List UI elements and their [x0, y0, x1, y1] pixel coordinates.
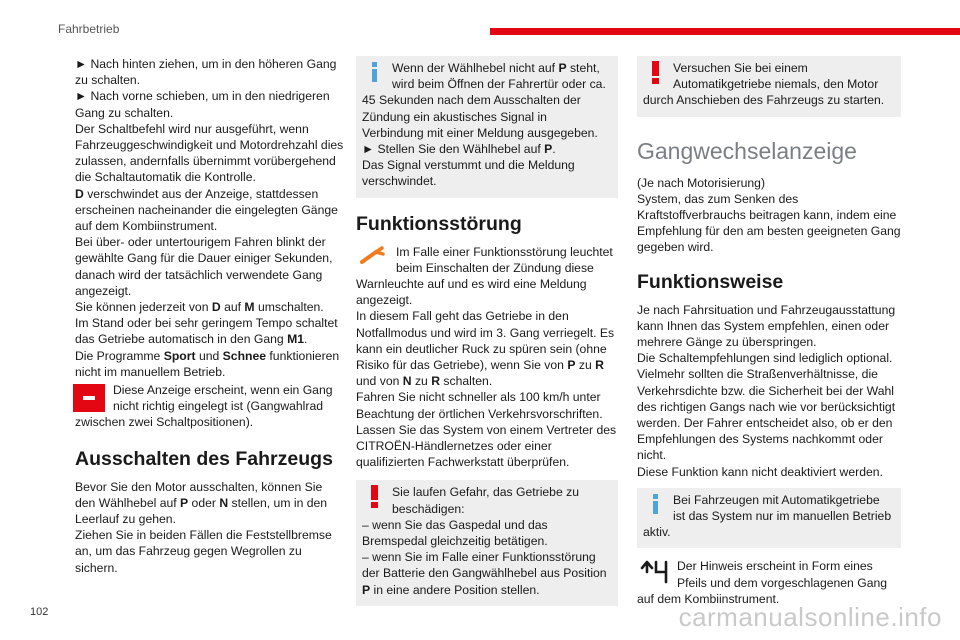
section-title: Fahrbetrieb: [58, 22, 120, 36]
heading-gangwechselanzeige: Gangwechselanzeige: [637, 137, 857, 164]
paragraph: Fahren Sie nicht schneller als 100 km/h unter Beachtung der örtlichen Verkehrsvorschriften.: [356, 390, 603, 421]
paragraph: ► Nach vorne schieben, um in den niedrigeren Gang zu schalten.: [75, 89, 330, 120]
paragraph: (Je nach Motorisierung): [637, 175, 766, 190]
paragraph: Lassen Sie das System von einem Vertreter des CITROËN-Händlernetzes oder einer qualifizierten Fachwerkstatt überprüfen.: [356, 422, 617, 470]
heading-funktionsstoerung: Funktionsstörung: [356, 212, 522, 235]
info-icon: [362, 60, 388, 84]
warning-icon: [362, 484, 388, 508]
paragraph: Diese Funktion kann nicht deaktiviert werden.: [637, 464, 883, 479]
heading-funktionsweise: Funktionsweise: [637, 270, 784, 293]
info-icon: [643, 492, 669, 516]
paragraph: Je nach Fahrsituation und Fahrzeugausstattung kann Ihnen das System empfehlen, einen oder mehrere Gänge zu überspringen.: [637, 302, 896, 350]
paragraph: Der Hinweis erscheint in Form eines Pfeils und dem vorgeschlagenen Gang auf dem Kombiinstrument.: [637, 559, 888, 606]
paragraph: Bevor Sie den Motor ausschalten, können Sie den Wählhebel auf P oder N stellen, um in den Leerlauf zu gehen.: [75, 479, 328, 527]
paragraph: System, das zum Senken des Kraftstoffverbrauchs beitragen kann, indem eine Empfehlung für den am besten geeigneten Gang gegeben wird.: [637, 191, 901, 255]
warning-box: Versuchen Sie bei einem Automatikgetriebe niemals, den Motor durch Anschieben des Fahrzeugs zu starten.: [637, 56, 901, 117]
paragraph: Sie können jederzeit von D auf M umschalten.: [75, 300, 324, 315]
paragraph: Im Stand oder bei sehr geringem Tempo schaltet das Getriebe automatisch in den Gang M1.: [75, 316, 338, 347]
column-middle: [356, 56, 618, 612]
page-number: 102: [30, 606, 49, 618]
paragraph: Die Programme Sport und Schnee funktionieren nicht im manuellem Betrieb.: [75, 348, 340, 379]
paragraph: In diesem Fall geht das Getriebe in den Notfallmodus und wird im 3. Gang verriegelt. Es kann ein deutlicher Ruck zu spüren sein (ohne Risiko für das Getriebe), wenn Sie von P zu R und von N zu R schalten.: [356, 309, 615, 389]
paragraph: Ziehen Sie in beiden Fällen die Feststellbremse an, um das Fahrzeug gegen Wegrollen zu sichern.: [75, 528, 332, 575]
column-right: [637, 56, 901, 607]
header-accent-bar: [490, 28, 960, 35]
info-box: Wenn der Wählhebel nicht auf P steht, wird beim Öffnen der Fahrertür oder ca. 45 Sekunden nach dem Ausschalten der Zündung ein akustisches Signal in Verbindung mit einer Meldung ausgegeben. ► Stellen Sie den Wählhebel auf P. Das Signal verstummt und die Meldung verschwindet.: [356, 56, 618, 198]
paragraph: Im Falle einer Funktionsstörung leuchtet beim Einschalten der Zündung diese Warnleuchte auf und es wird eine Meldung angezeigt.: [356, 244, 613, 308]
warning-icon: [643, 60, 669, 84]
shift-arrow-icon: [637, 558, 671, 584]
paragraph: D verschwindet aus der Anzeige, stattdessen erscheinen nacheinander die eingelegten Gänge auf dem Kombiinstrument.: [75, 186, 338, 234]
paragraph: Die Schaltempfehlungen sind lediglich optional. Vielmehr sollten die Straßenverhältnisse, die Verkehrsdichte bzw. die Sicherheit bei der Wahl des richtigen Gangs nach wie vor berücksichtigt werden. Der Fahrer entscheidet also, ob er den Empfehlungen des Systems nachkommt oder nicht.: [637, 351, 896, 463]
watermark: carmanualsonline.info: [678, 602, 942, 632]
wrench-warning-icon: [356, 244, 390, 266]
paragraph: ► Nach hinten ziehen, um in den höheren Gang zu schalten.: [75, 57, 337, 88]
gear-fault-indicator-icon: [73, 384, 105, 412]
info-box: Bei Fahrzeugen mit Automatikgetriebe ist das System nur im manuellen Betrieb aktiv.: [637, 488, 901, 549]
paragraph: Bei über- oder untertourigem Fahren blinkt der gewählte Gang für die Dauer einiger Sekunden, danach wird der tatsächlich verwendete Gang angezeigt.: [75, 235, 333, 298]
warning-box: Sie laufen Gefahr, das Getriebe zu beschädigen: – wenn Sie das Gaspedal und das Bremspedal gleichzeitig betätigen. – wenn Sie im Falle einer Funktionsstörung der Batterie den Gangwählhebel aus Position P in eine andere Position stellen.: [356, 480, 618, 605]
paragraph: Der Schaltbefehl wird nur ausgeführt, wenn Fahrzeuggeschwindigkeit und Motordrehzahl dies zulassen, andernfalls übernimmt vorübergehend die Schaltautomatik die Kontrolle.: [75, 121, 344, 185]
column-left: [75, 56, 345, 576]
heading-ausschalten: Ausschalten des Fahrzeugs: [75, 447, 333, 470]
gear-fault-note: Diese Anzeige erscheint, wenn ein Gang nicht richtig eingelegt ist (Gangwahlrad zwischen zwei Schaltpositionen).: [75, 383, 333, 430]
